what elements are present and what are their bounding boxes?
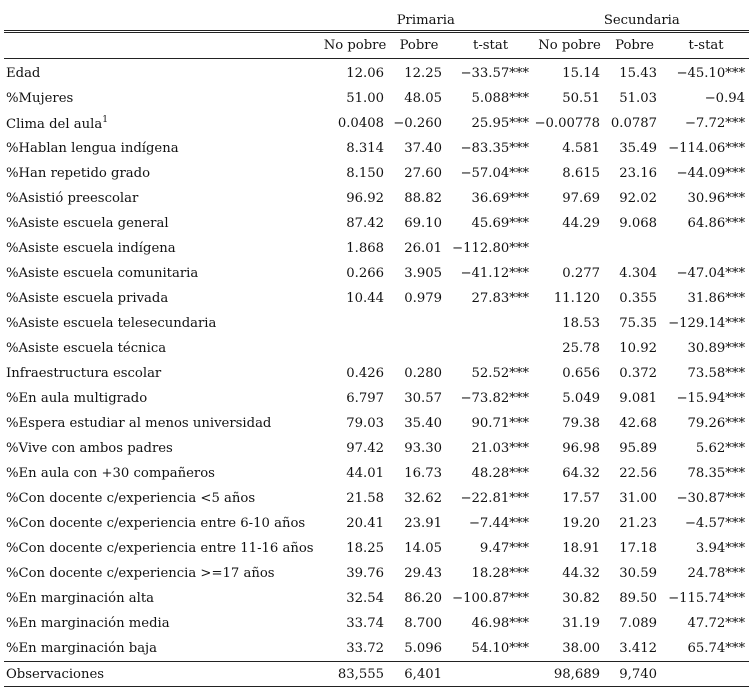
statistics-table-container bbox=[4, 0, 749, 687]
table-cell: 0.979 bbox=[404, 291, 442, 306]
row-label-text: %Asiste escuela general bbox=[6, 216, 169, 231]
table-cell: 44.29 bbox=[562, 216, 601, 231]
table-cell: −22.81*** bbox=[460, 491, 530, 506]
table-cell: 20.41 bbox=[346, 516, 384, 531]
table-cell: −100.87*** bbox=[452, 591, 530, 606]
table-cell: −57.04*** bbox=[460, 166, 530, 181]
row-label-text: %Asistió preescolar bbox=[6, 191, 139, 206]
table-cell: 79.38 bbox=[562, 416, 601, 431]
table-cell: 10.44 bbox=[346, 291, 384, 306]
row-label bbox=[4, 511, 320, 536]
table-cell: 87.42 bbox=[346, 216, 384, 231]
table-cell: 27.60 bbox=[404, 166, 442, 181]
row-label bbox=[4, 186, 320, 211]
table-cell: 30.82 bbox=[562, 591, 601, 606]
table-row bbox=[4, 286, 749, 311]
column-header: t-stat bbox=[663, 32, 749, 59]
table-row bbox=[4, 611, 749, 636]
table-row bbox=[4, 511, 749, 536]
table-cell: 35.40 bbox=[404, 416, 442, 431]
table-cell: 10.92 bbox=[619, 341, 658, 356]
table-cell: 17.57 bbox=[562, 491, 601, 506]
table-row bbox=[4, 536, 749, 561]
table-cell: 52.52*** bbox=[471, 366, 530, 381]
table-cell: 89.50 bbox=[619, 591, 658, 606]
table-cell: 33.72 bbox=[346, 641, 384, 656]
table-row bbox=[4, 59, 749, 87]
table-cell: −47.04*** bbox=[676, 266, 746, 281]
column-header: No pobre bbox=[533, 32, 606, 59]
table-cell: 0.266 bbox=[346, 266, 384, 281]
table-cell bbox=[390, 311, 448, 336]
table-cell: 32.54 bbox=[346, 591, 384, 606]
table-cell: 18.53 bbox=[562, 316, 601, 331]
table-cell: 48.28*** bbox=[471, 466, 530, 481]
table-cell bbox=[448, 336, 533, 361]
row-label-text: %En aula con +30 compañeros bbox=[6, 466, 215, 481]
row-label bbox=[4, 336, 320, 361]
table-cell: 0.656 bbox=[562, 366, 601, 381]
table-cell: 0.355 bbox=[619, 291, 658, 306]
table-cell: 93.30 bbox=[404, 441, 442, 456]
column-header-label bbox=[4, 32, 320, 59]
table-row bbox=[4, 636, 749, 662]
row-label-text: %Asiste escuela privada bbox=[6, 291, 169, 306]
table-cell: 45.69*** bbox=[471, 216, 530, 231]
table-cell: 5.096 bbox=[404, 641, 442, 656]
table-cell: −7.72*** bbox=[684, 116, 746, 131]
table-cell: 96.98 bbox=[562, 441, 601, 456]
table-cell: 15.43 bbox=[619, 66, 658, 81]
table-cell bbox=[448, 662, 533, 687]
table-cell bbox=[663, 236, 749, 261]
table-cell: 38.00 bbox=[562, 641, 601, 656]
row-label bbox=[4, 311, 320, 336]
descriptive-statistics-table bbox=[4, 6, 749, 687]
table-body bbox=[4, 59, 749, 662]
row-label-text: %Con docente c/experiencia >=17 años bbox=[6, 566, 275, 581]
table-cell: −0.94 bbox=[704, 91, 746, 106]
row-label bbox=[4, 286, 320, 311]
table-cell: 11.120 bbox=[553, 291, 601, 306]
table-cell: 98,689 bbox=[533, 662, 606, 687]
table-cell: 95.89 bbox=[619, 441, 658, 456]
table-row bbox=[4, 361, 749, 386]
table-cell: 23.91 bbox=[404, 516, 442, 531]
row-label-text: %Han repetido grado bbox=[6, 166, 151, 181]
table-cell: −30.87*** bbox=[676, 491, 746, 506]
observations-row bbox=[4, 662, 749, 687]
table-cell: 0.372 bbox=[619, 366, 658, 381]
row-label bbox=[4, 461, 320, 486]
table-cell: 30.57 bbox=[404, 391, 442, 406]
row-label bbox=[4, 361, 320, 386]
table-row bbox=[4, 436, 749, 461]
table-cell: 3.94*** bbox=[695, 541, 746, 556]
group-header-primaria: Primaria bbox=[320, 6, 533, 32]
row-label bbox=[4, 211, 320, 236]
row-label bbox=[4, 611, 320, 636]
row-label-text: %En marginación alta bbox=[6, 591, 154, 606]
table-cell: 47.72*** bbox=[687, 616, 746, 631]
column-header-row bbox=[4, 32, 749, 59]
row-label bbox=[4, 59, 320, 87]
table-cell: 22.56 bbox=[619, 466, 658, 481]
row-label bbox=[4, 561, 320, 586]
table-cell: 88.82 bbox=[404, 191, 442, 206]
table-cell: 44.01 bbox=[346, 466, 384, 481]
row-label-text: Infraestructura escolar bbox=[6, 366, 162, 381]
table-cell: 64.32 bbox=[562, 466, 601, 481]
table-cell: 15.14 bbox=[562, 66, 601, 81]
table-cell: −45.10*** bbox=[676, 66, 746, 81]
table-cell: −115.74*** bbox=[668, 591, 746, 606]
table-cell: 4.581 bbox=[562, 141, 601, 156]
row-label bbox=[4, 486, 320, 511]
table-cell: 3.412 bbox=[619, 641, 658, 656]
row-label-text: %Con docente c/experiencia <5 años bbox=[6, 491, 256, 506]
table-cell: 23.16 bbox=[619, 166, 658, 181]
table-cell: 9.081 bbox=[619, 391, 658, 406]
row-label bbox=[4, 586, 320, 611]
row-label bbox=[4, 86, 320, 111]
table-cell: 9.068 bbox=[619, 216, 658, 231]
table-row bbox=[4, 86, 749, 111]
table-cell: 31.86*** bbox=[687, 291, 746, 306]
row-label-text: %Con docente c/experiencia entre 6-10 años bbox=[6, 516, 306, 531]
column-header: Pobre bbox=[606, 32, 663, 59]
table-cell: 79.26*** bbox=[687, 416, 746, 431]
row-label bbox=[4, 436, 320, 461]
table-cell: 17.18 bbox=[619, 541, 658, 556]
row-label-text: %Mujeres bbox=[6, 91, 74, 106]
table-cell: 26.01 bbox=[404, 241, 442, 256]
table-row bbox=[4, 336, 749, 361]
table-row bbox=[4, 111, 749, 136]
row-label bbox=[4, 636, 320, 662]
table-cell bbox=[320, 336, 390, 361]
table-cell: −7.44*** bbox=[468, 516, 530, 531]
table-cell bbox=[663, 662, 749, 687]
row-label bbox=[4, 136, 320, 161]
table-cell: 25.78 bbox=[562, 341, 601, 356]
table-cell: 12.25 bbox=[404, 66, 442, 81]
row-label-text: %En marginación baja bbox=[6, 641, 158, 656]
row-label bbox=[4, 261, 320, 286]
table-cell: 97.69 bbox=[562, 191, 601, 206]
table-cell: 32.62 bbox=[404, 491, 442, 506]
table-cell: 31.00 bbox=[619, 491, 658, 506]
table-cell: 44.32 bbox=[562, 566, 601, 581]
table-cell: −33.57*** bbox=[460, 66, 530, 81]
table-cell: 5.049 bbox=[562, 391, 601, 406]
table-cell: −15.94*** bbox=[676, 391, 746, 406]
table-cell: 8.615 bbox=[562, 166, 601, 181]
table-cell: 21.58 bbox=[346, 491, 384, 506]
row-label bbox=[4, 411, 320, 436]
table-cell: 39.76 bbox=[346, 566, 384, 581]
table-cell: 0.0408 bbox=[337, 116, 384, 131]
table-row bbox=[4, 561, 749, 586]
row-label-text: Clima del aula bbox=[6, 117, 103, 132]
table-cell: 75.35 bbox=[619, 316, 658, 331]
table-cell: −112.80*** bbox=[452, 241, 530, 256]
row-label bbox=[4, 236, 320, 261]
table-cell: 30.59 bbox=[619, 566, 658, 581]
table-cell: 36.69*** bbox=[471, 191, 530, 206]
table-cell: −4.57*** bbox=[684, 516, 746, 531]
row-label-text: Edad bbox=[6, 66, 41, 81]
table-cell: 7.089 bbox=[619, 616, 658, 631]
table-cell: 6,401 bbox=[390, 662, 448, 687]
table-row bbox=[4, 261, 749, 286]
table-cell: 97.42 bbox=[346, 441, 384, 456]
table-cell: 18.28*** bbox=[471, 566, 530, 581]
table-cell: 21.23 bbox=[619, 516, 658, 531]
column-header: No pobre bbox=[320, 32, 390, 59]
table-cell: 4.304 bbox=[619, 266, 658, 281]
table-cell: 33.74 bbox=[346, 616, 384, 631]
table-cell: 0.0787 bbox=[610, 116, 658, 131]
column-header: Pobre bbox=[390, 32, 448, 59]
table-cell: 31.19 bbox=[562, 616, 601, 631]
group-header-empty bbox=[4, 6, 320, 32]
table-row bbox=[4, 486, 749, 511]
table-cell bbox=[448, 311, 533, 336]
table-row bbox=[4, 411, 749, 436]
table-cell: 86.20 bbox=[404, 591, 442, 606]
table-cell: 9,740 bbox=[606, 662, 663, 687]
table-cell: 0.280 bbox=[404, 366, 442, 381]
table-cell: −0.260 bbox=[393, 116, 442, 131]
table-cell bbox=[533, 236, 606, 261]
table-cell: 5.088*** bbox=[471, 91, 530, 106]
table-cell: 8.150 bbox=[346, 166, 384, 181]
table-cell: −44.09*** bbox=[676, 166, 746, 181]
table-cell: 51.03 bbox=[619, 91, 658, 106]
table-cell: −0.00778 bbox=[534, 116, 601, 131]
table-cell: 65.74*** bbox=[687, 641, 746, 656]
row-label-text: %En aula multigrado bbox=[6, 391, 148, 406]
table-cell: −41.12*** bbox=[460, 266, 530, 281]
table-cell: 83,555 bbox=[320, 662, 390, 687]
table-cell: 8.700 bbox=[404, 616, 442, 631]
table-cell: 73.58*** bbox=[687, 366, 746, 381]
table-cell bbox=[390, 336, 448, 361]
table-row bbox=[4, 211, 749, 236]
table-cell: 18.91 bbox=[562, 541, 601, 556]
table-cell: 3.905 bbox=[404, 266, 442, 281]
table-cell: 0.277 bbox=[562, 266, 601, 281]
table-cell: 21.03*** bbox=[471, 441, 530, 456]
table-cell: 42.68 bbox=[619, 416, 658, 431]
row-label-text: %Asiste escuela telesecundaria bbox=[6, 316, 217, 331]
table-cell: 54.10*** bbox=[471, 641, 530, 656]
table-cell: 50.51 bbox=[562, 91, 601, 106]
table-cell bbox=[320, 311, 390, 336]
table-cell: 8.314 bbox=[346, 141, 384, 156]
table-cell: 69.10 bbox=[404, 216, 442, 231]
table-cell: 18.25 bbox=[346, 541, 384, 556]
group-header-row bbox=[4, 6, 749, 32]
row-label-text: %Asiste escuela técnica bbox=[6, 341, 167, 356]
row-label-text: %Con docente c/experiencia entre 11-16 años bbox=[6, 541, 314, 556]
table-row bbox=[4, 586, 749, 611]
table-cell: 27.83*** bbox=[471, 291, 530, 306]
footnote-marker: 1 bbox=[102, 115, 108, 125]
table-row bbox=[4, 236, 749, 261]
table-cell: 14.05 bbox=[404, 541, 442, 556]
column-header: t-stat bbox=[448, 32, 533, 59]
table-cell: 30.96*** bbox=[687, 191, 746, 206]
row-label bbox=[4, 536, 320, 561]
table-cell: 78.35*** bbox=[687, 466, 746, 481]
table-cell: 51.00 bbox=[346, 91, 384, 106]
table-cell: −73.82*** bbox=[460, 391, 530, 406]
table-row bbox=[4, 311, 749, 336]
table-cell: −129.14*** bbox=[668, 316, 746, 331]
row-label-text: %Espera estudiar al menos universidad bbox=[6, 416, 272, 431]
table-cell: 0.426 bbox=[346, 366, 384, 381]
table-cell: 37.40 bbox=[404, 141, 442, 156]
observations-label: Observaciones bbox=[4, 662, 320, 687]
table-row bbox=[4, 186, 749, 211]
row-label-text: %En marginación media bbox=[6, 616, 170, 631]
table-cell: 48.05 bbox=[404, 91, 442, 106]
table-cell: 79.03 bbox=[346, 416, 384, 431]
table-cell: 9.47*** bbox=[479, 541, 530, 556]
table-cell: 64.86*** bbox=[687, 216, 746, 231]
table-row bbox=[4, 161, 749, 186]
table-cell: 46.98*** bbox=[471, 616, 530, 631]
table-cell: −114.06*** bbox=[668, 141, 746, 156]
row-label bbox=[4, 111, 320, 136]
table-cell: 25.95*** bbox=[471, 116, 530, 131]
table-row bbox=[4, 386, 749, 411]
table-cell bbox=[606, 236, 663, 261]
table-cell: 12.06 bbox=[346, 66, 384, 81]
table-cell: 1.868 bbox=[346, 241, 384, 256]
table-cell: 96.92 bbox=[346, 191, 384, 206]
table-row bbox=[4, 461, 749, 486]
row-label bbox=[4, 386, 320, 411]
row-label-text: %Vive con ambos padres bbox=[6, 441, 173, 456]
table-cell: 16.73 bbox=[404, 466, 442, 481]
table-cell: 92.02 bbox=[619, 191, 658, 206]
table-cell: 24.78*** bbox=[687, 566, 746, 581]
table-cell: −83.35*** bbox=[460, 141, 530, 156]
group-header-secundaria: Secundaria bbox=[533, 6, 749, 32]
table-cell: 30.89*** bbox=[687, 341, 746, 356]
table-cell: 6.797 bbox=[346, 391, 384, 406]
table-cell: 5.62*** bbox=[695, 441, 746, 456]
row-label bbox=[4, 161, 320, 186]
table-cell: 19.20 bbox=[562, 516, 601, 531]
row-label-text: %Asiste escuela indígena bbox=[6, 241, 176, 256]
table-cell: 90.71*** bbox=[471, 416, 530, 431]
row-label-text: %Asiste escuela comunitaria bbox=[6, 266, 199, 281]
row-label-text: %Hablan lengua indígena bbox=[6, 141, 179, 156]
table-row bbox=[4, 136, 749, 161]
table-cell: 35.49 bbox=[619, 141, 658, 156]
table-cell: 29.43 bbox=[404, 566, 442, 581]
